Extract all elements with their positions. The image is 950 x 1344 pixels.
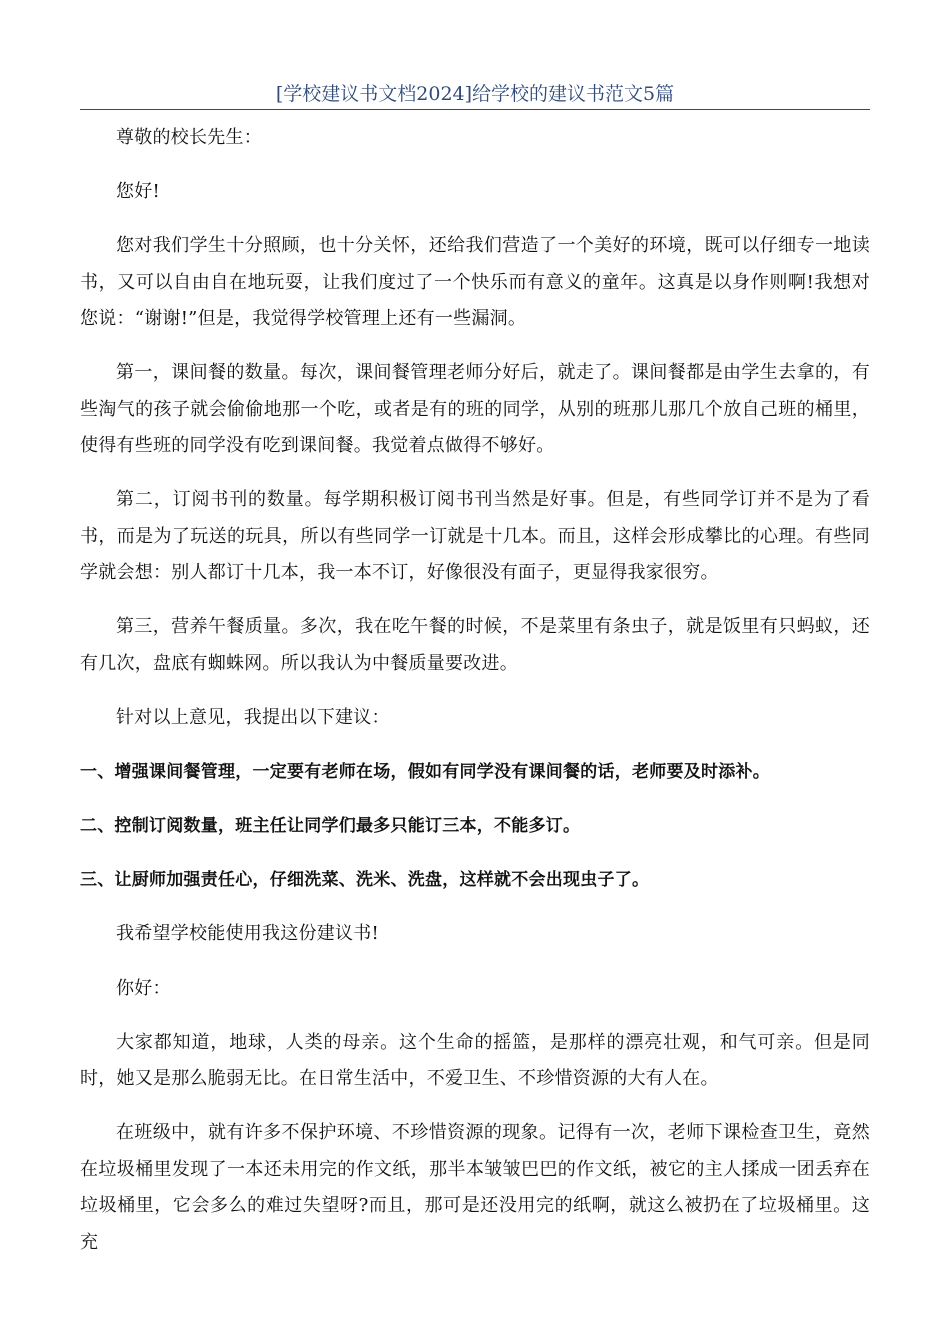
body-paragraph: 您对我们学生十分照顾，也十分关怀，还给我们营造了一个美好的环境，既可以仔细专一地读书，又可以自由自在地玩耍，让我们度过了一个快乐而有意义的童年。这真是以身作则啊!我想对您说：“谢谢!”但是，我觉得学校管理上还有一些漏洞。 — [80, 235, 870, 330]
greeting: 您好! — [116, 181, 160, 203]
closing-line: 我希望学校能使用我这份建议书! — [116, 923, 379, 945]
document-body — [80, 120, 870, 1279]
document-header-title: [学校建议书文档2024]给学校的建议书范文5篇 — [275, 83, 675, 105]
suggestion-item: 三、让厨师加强责任心，仔细洗菜、洗米、洗盘，这样就不会出现虫子了。 — [80, 870, 650, 891]
suggestion-item: 一、增强课间餐管理，一定要有老师在场，假如有同学没有课间餐的话，老师要及时添补。 — [80, 762, 770, 783]
suggestion-item: 二、控制订阅数量，班主任让同学们最多只能订三本，不能多订。 — [80, 816, 581, 837]
header-divider — [80, 109, 870, 110]
body-paragraph: 第三，营养午餐质量。多次，我在吃午餐的时候，不是菜里有条虫子，就是饭里有只蚂蚁，还有几次，盘底有蜘蛛网。所以我认为中餐质量要改进。 — [80, 616, 870, 674]
body-paragraph: 第一，课间餐的数量。每次，课间餐管理老师分好后，就走了。课间餐都是由学生去拿的，有些淘气的孩子就会偷偷地那一个吃，或者是有的班的同学，从别的班那儿那几个放自己班的桶里，使得有些班的同学没有吃到课间餐。我觉着点做得不够好。 — [80, 362, 870, 457]
body-paragraph: 在班级中，就有许多不保护环境、不珍惜资源的现象。记得有一次，老师下课检查卫生，竟然在垃圾桶里发现了一本还未用完的作文纸，那半本皱皱巴巴的作文纸，被它的主人揉成一团丢弃在垃圾桶里，它会多么的难过失望呀?而且，那可是还没用完的纸啊，就这么被扔在了垃圾桶里。这充 — [80, 1122, 870, 1253]
salutation: 尊敬的校长先生： — [116, 127, 262, 148]
body-paragraph: 第二，订阅书刊的数量。每学期积极订阅书刊当然是好事。但是，有些同学订并不是为了看书，而是为了玩送的玩具，所以有些同学一订就是十几本。而且，这样会形成攀比的心理。有些同学就会想：别人都订十几本，我一本不订，好像很没有面子，更显得我家很穷。 — [80, 489, 870, 584]
greeting: 你好： — [116, 977, 171, 999]
body-paragraph: 针对以上意见，我提出以下建议： — [116, 707, 390, 729]
body-paragraph: 大家都知道，地球，人类的母亲。这个生命的摇篮，是那样的漂亮壮观，和气可亲。但是同时，她又是那么脆弱无比。在日常生活中，不爱卫生、不珍惜资源的大有人在。 — [80, 1031, 870, 1090]
